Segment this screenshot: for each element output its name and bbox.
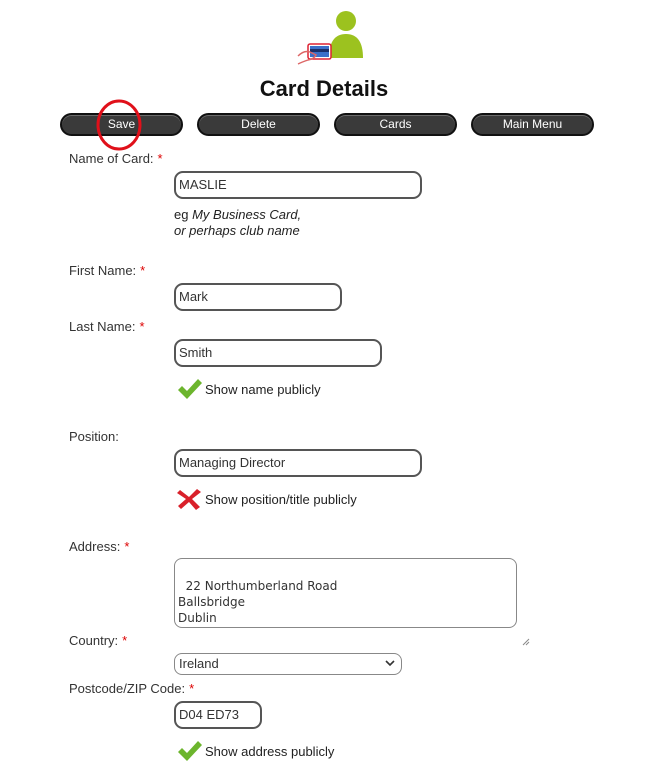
show-name-label: Show name publicly — [205, 382, 321, 397]
delete-button[interactable]: Delete — [197, 113, 320, 136]
card-name-hint: eg My Business Card, or perhaps club name — [174, 207, 302, 238]
card-name-label: Name of Card: * — [69, 151, 163, 166]
position-input[interactable]: Managing Director — [174, 449, 422, 477]
country-select[interactable] — [174, 653, 402, 675]
show-name-check-icon[interactable] — [177, 378, 203, 400]
show-address-check-icon[interactable] — [177, 740, 203, 762]
country-label: Country: * — [69, 633, 128, 648]
required-marker: * — [157, 151, 163, 166]
show-position-label: Show position/title publicly — [205, 492, 357, 507]
highlight-circle — [95, 98, 143, 152]
address-label: Address: * — [69, 539, 130, 554]
save-button[interactable]: Save — [60, 113, 183, 136]
country-selected-value: Ireland — [179, 656, 219, 671]
page-title: Card Details — [259, 76, 389, 101]
postcode-input[interactable]: D04 ED73 — [174, 701, 262, 729]
last-name-input[interactable]: Smith — [174, 339, 382, 367]
show-position-cross-icon[interactable] — [177, 488, 203, 510]
resize-handle-icon[interactable] — [507, 618, 515, 626]
last-name-label: Last Name: * — [69, 319, 145, 334]
show-address-label: Show address publicly — [205, 744, 335, 759]
cards-button[interactable]: Cards — [334, 113, 457, 136]
address-value: 22 Northumberland Road Ballsbridge Dublin — [178, 579, 338, 625]
first-name-label: First Name: * — [69, 263, 146, 278]
postcode-label: Postcode/ZIP Code: * — [69, 681, 195, 696]
first-name-input[interactable]: Mark — [174, 283, 342, 311]
chevron-down-icon — [385, 657, 395, 669]
person-card-logo-icon — [296, 8, 368, 68]
address-textarea[interactable] — [174, 558, 517, 628]
card-name-input[interactable]: MASLIE — [174, 171, 422, 199]
position-label: Position: — [69, 429, 119, 444]
main-menu-button[interactable]: Main Menu — [471, 113, 594, 136]
